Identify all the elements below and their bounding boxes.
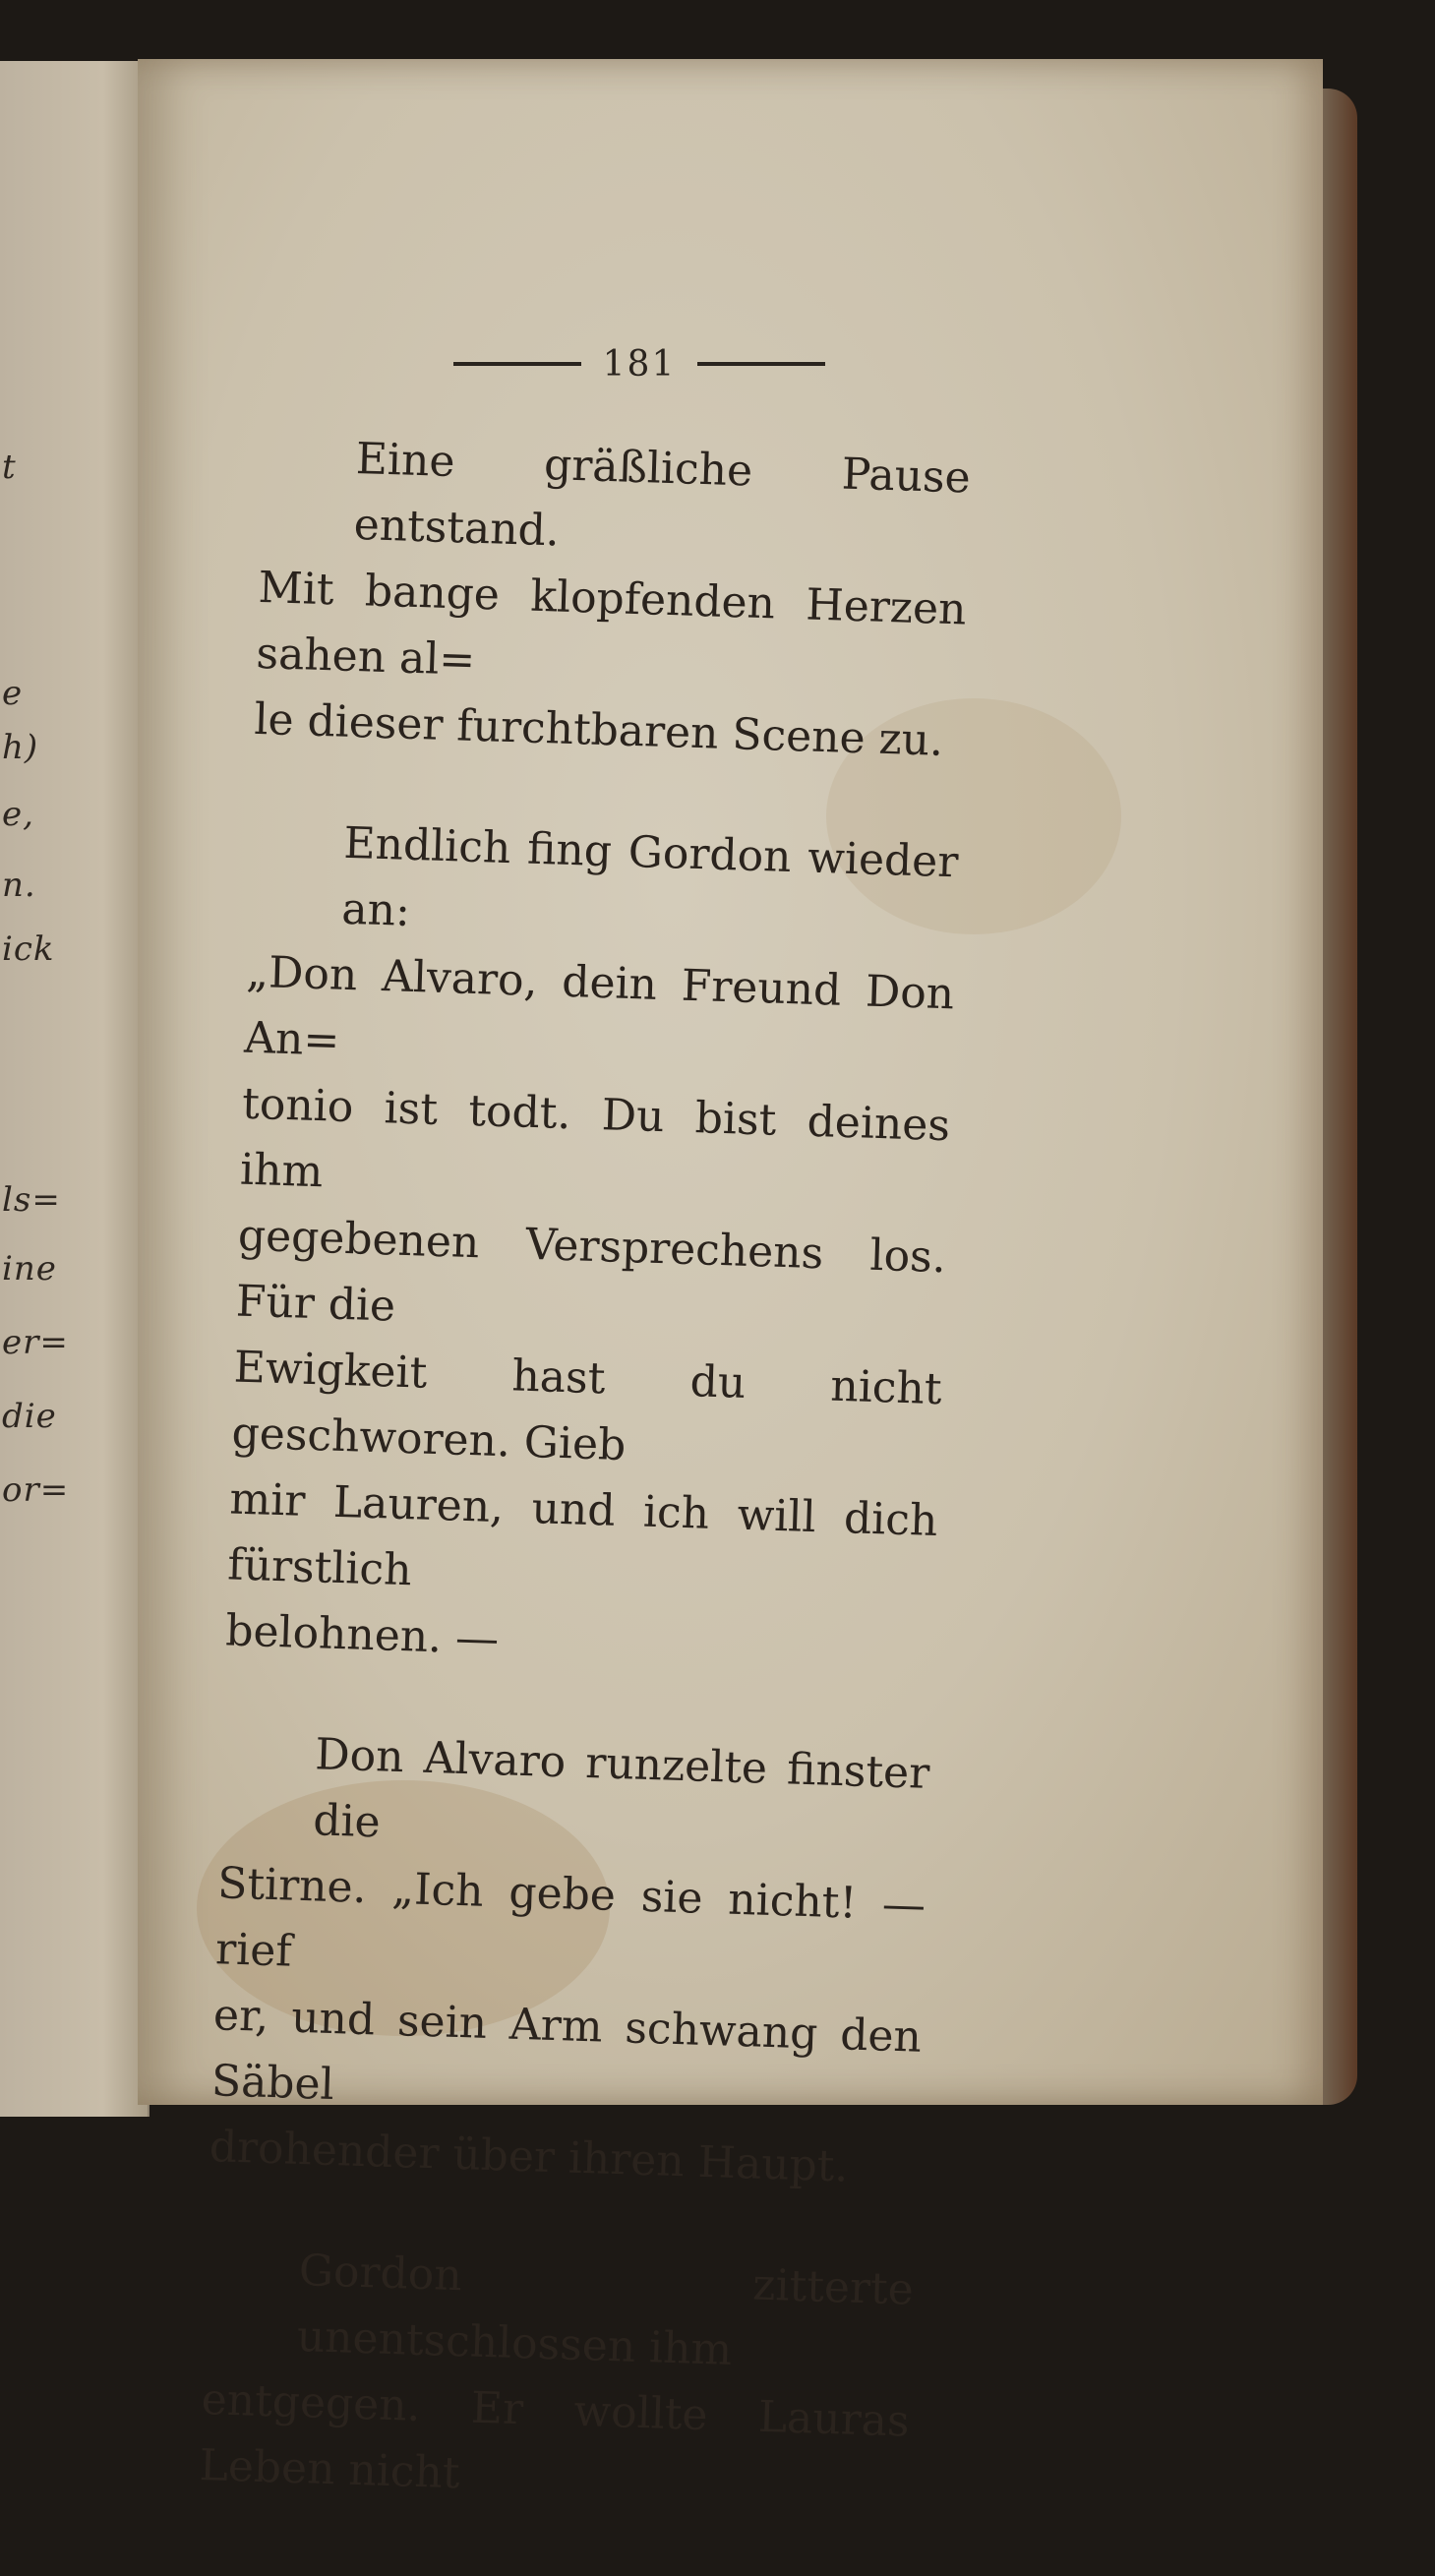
left-page-text-fragment: ls= (2, 1180, 61, 1220)
text-line: drohender über ihren Haupt. (209, 2122, 850, 2192)
left-page-text-fragment: e (2, 674, 24, 713)
left-page-text-fragment: t (2, 448, 17, 487)
text-line: Don Alvaro runzelte finster die (312, 1729, 930, 1848)
text-line: le dieser furchtbaren Scene zu. (253, 693, 944, 766)
text-line: mir Lauren, und ich will dich fürstlich (226, 1473, 939, 1596)
text-line: Endlich fing Gordon wieder an: (340, 817, 960, 936)
page-number: 181 (602, 343, 677, 385)
left-page-text-fragment: or= (2, 1470, 70, 1510)
body-text (197, 423, 972, 2576)
text-line: Gordon zitterte unentschlossen ihm (296, 2246, 915, 2375)
text-line: tonio ist todt. Du bist deines ihm (239, 1078, 951, 1198)
text-line: Stirne. „Ich gebe sie nicht! — rief (214, 1858, 927, 1977)
paragraph (253, 423, 971, 774)
page-header (452, 339, 826, 389)
text-line: Eine gräßliche Pause entstand. (352, 433, 972, 557)
text-line: entgegen. Er wollte Lauras Leben nicht (198, 2374, 911, 2499)
header-rule-left (453, 362, 581, 366)
text-line: belohnen. — (224, 1605, 500, 1665)
text-line: Mit bange klopfenden Herzen sahen al= (255, 562, 968, 686)
left-page-text-fragment: e, (2, 795, 34, 834)
left-page-text-fragment: ick (2, 929, 55, 969)
text-line: Ewigkeit hast du nicht geschworen. Gieb (230, 1342, 943, 1471)
paragraph (224, 808, 959, 1686)
left-page-text-fragment: ine (2, 1249, 57, 1288)
left-page-text-fragment: n. (2, 866, 36, 905)
text-line: gegebenen Versprechens los. Für die (235, 1210, 947, 1332)
left-page-text-fragment: die (2, 1397, 57, 1436)
paragraph (209, 1718, 930, 2201)
text-line: er, und sein Arm schwang den Säbel (210, 1990, 923, 2111)
left-page-text-fragment: er= (2, 1323, 69, 1362)
paragraph (199, 2235, 915, 2520)
left-page-edge (0, 61, 149, 2117)
text-line: „Don Alvaro, dein Freund Don An= (243, 946, 955, 1066)
left-page-text-fragment: h) (2, 728, 39, 767)
header-rule-right (697, 362, 825, 366)
